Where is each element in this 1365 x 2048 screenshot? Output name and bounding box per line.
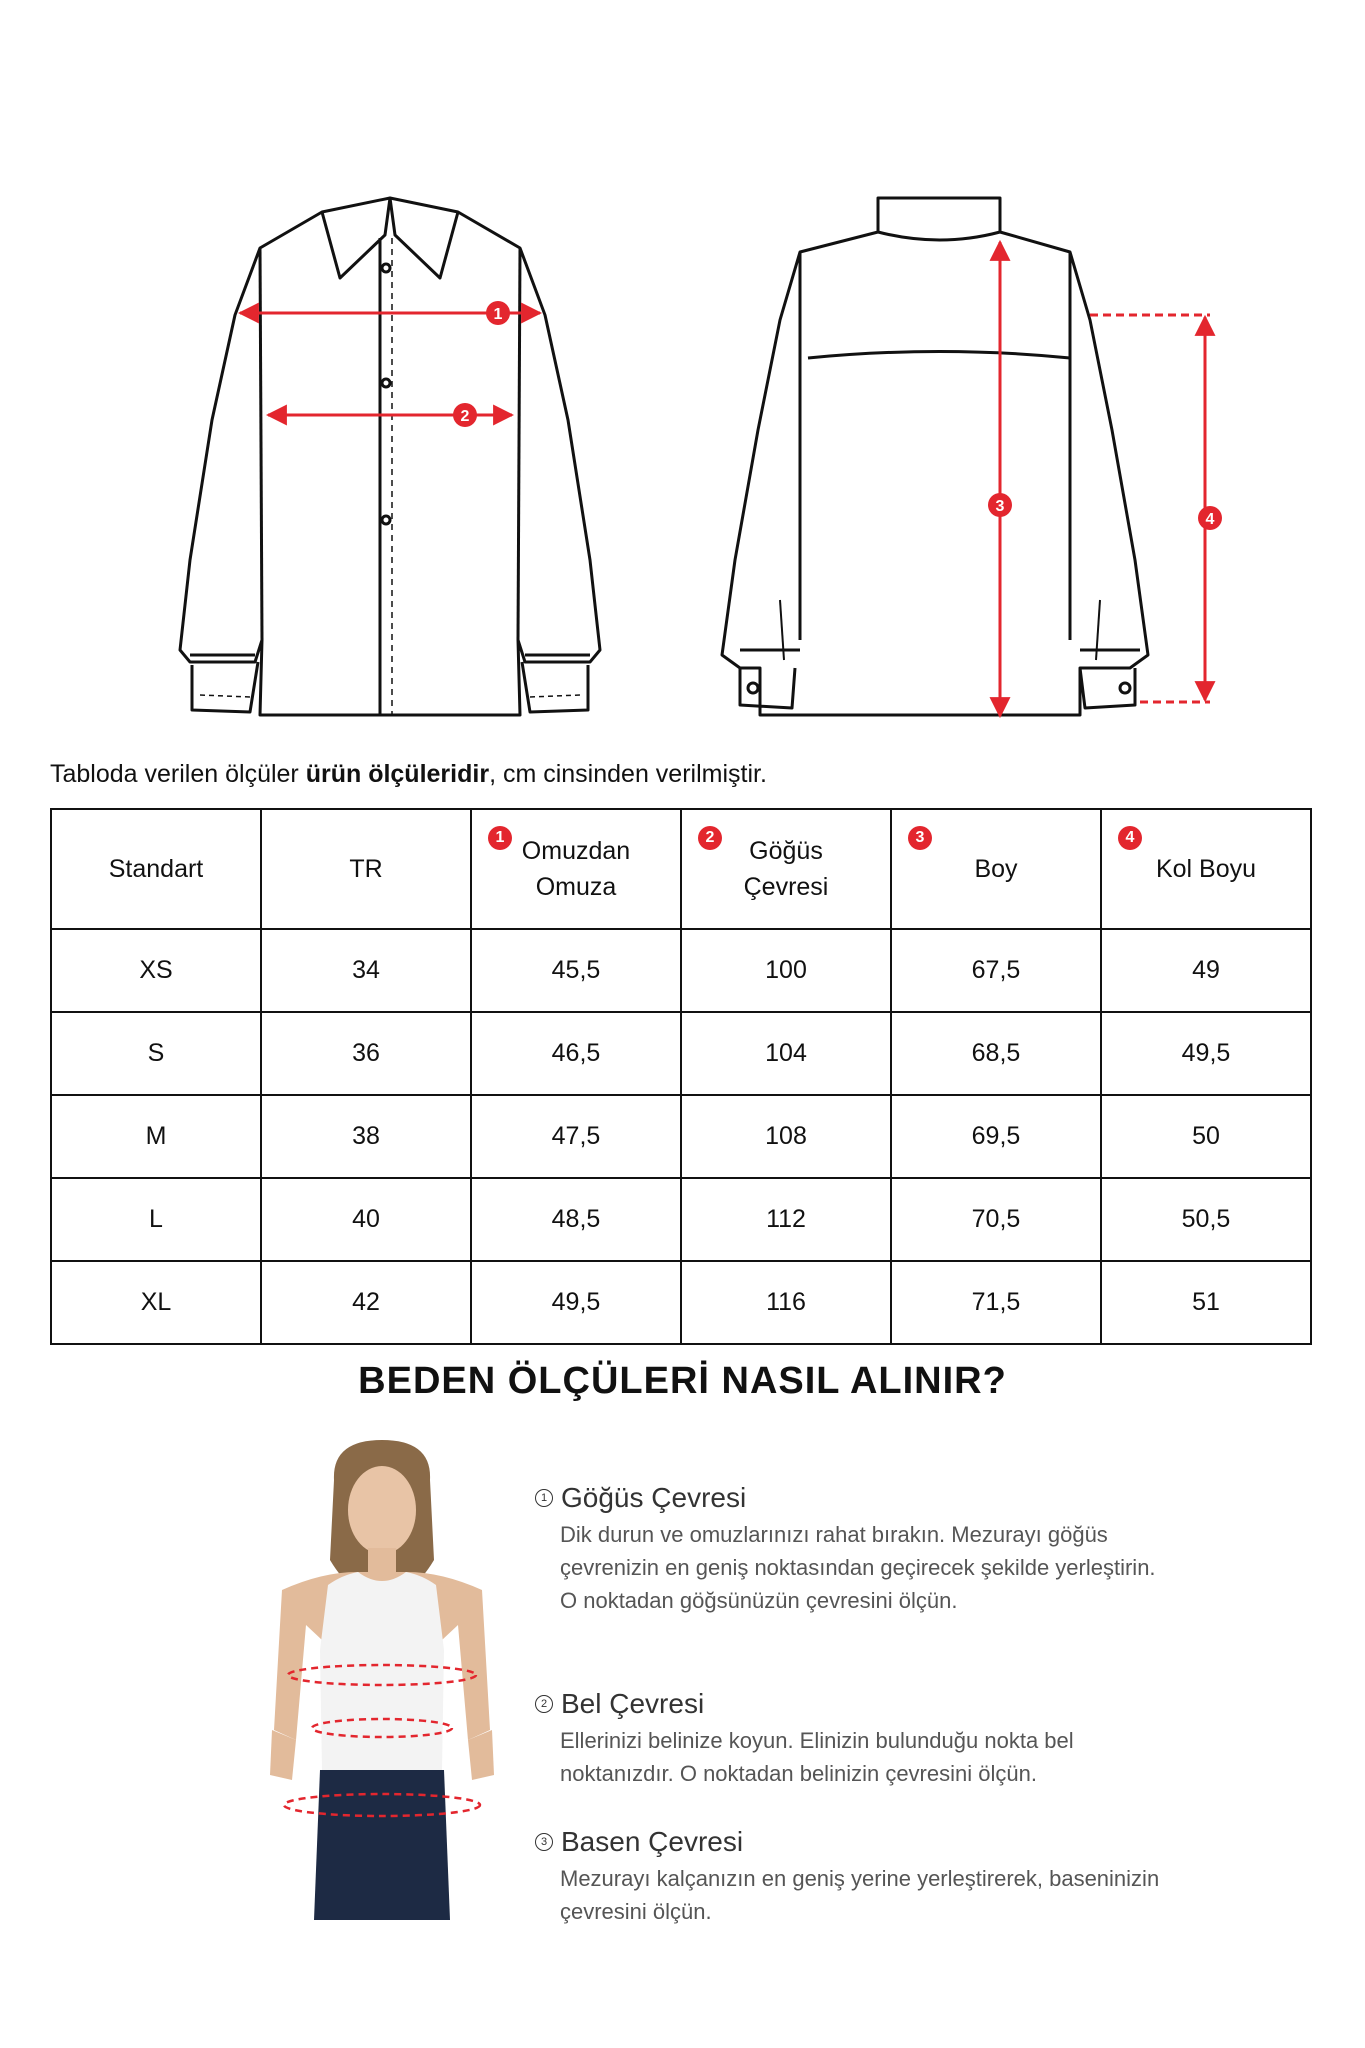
table-cell: 34	[261, 929, 471, 1012]
table-cell: 38	[261, 1095, 471, 1178]
measurement-note	[50, 760, 767, 789]
back-marker-3: 3	[995, 498, 1005, 515]
header-omuzdan-omuza: 1 Omuzdan Omuza	[471, 809, 681, 929]
table-cell: 46,5	[471, 1012, 681, 1095]
garment-sketches	[0, 0, 1365, 740]
table-cell: L	[51, 1178, 261, 1261]
table-cell: 36	[261, 1012, 471, 1095]
table-cell: 112	[681, 1178, 891, 1261]
table-cell: XL	[51, 1261, 261, 1344]
table-cell: XS	[51, 929, 261, 1012]
table-row	[51, 1012, 1311, 1095]
header-tr: TR	[261, 809, 471, 929]
table-cell: 47,5	[471, 1095, 681, 1178]
table-cell: 69,5	[891, 1095, 1101, 1178]
instruction-text: Ellerinizi belinize koyun. Elinizin bulunduğu nokta bel noktanızdır. O noktadan belinizin çevresini ölçün.	[560, 1728, 1074, 1786]
table-cell: 49	[1101, 929, 1311, 1012]
note-suffix: , cm cinsinden verilmiştir.	[489, 760, 767, 788]
instruction-bel	[535, 1688, 1175, 1790]
table-cell: 49,5	[471, 1261, 681, 1344]
instruction-title: Basen Çevresi	[561, 1826, 744, 1857]
instruction-gogus	[535, 1482, 1175, 1617]
table-cell: 104	[681, 1012, 891, 1095]
instruction-text: Mezurayı kalçanızın en geniş yerine yerleştirerek, baseninizin çevresini ölçün.	[560, 1866, 1160, 1924]
table-cell: 50	[1101, 1095, 1311, 1178]
table-cell: 45,5	[471, 929, 681, 1012]
size-table	[50, 808, 1312, 1345]
table-cell: 48,5	[471, 1178, 681, 1261]
table-row	[51, 1178, 1311, 1261]
table-cell: S	[51, 1012, 261, 1095]
instruction-basen	[535, 1826, 1175, 1928]
front-shirt-sketch	[180, 198, 600, 715]
table-cell: 71,5	[891, 1261, 1101, 1344]
table-cell: 50,5	[1101, 1178, 1311, 1261]
header-badge: 2	[698, 826, 722, 850]
guide-title: BEDEN ÖLÇÜLERİ NASIL ALINIR?	[358, 1360, 1007, 1402]
header-boy: 3 Boy	[891, 809, 1101, 929]
table-cell: 108	[681, 1095, 891, 1178]
table-cell: M	[51, 1095, 261, 1178]
instruction-number: 2	[535, 1695, 553, 1713]
model-illustration	[262, 1440, 502, 1920]
header-badge: 4	[1118, 826, 1142, 850]
table-row	[51, 1261, 1311, 1344]
table-cell: 67,5	[891, 929, 1101, 1012]
header-kol-boyu: 4 Kol Boyu	[1101, 809, 1311, 929]
table-cell: 116	[681, 1261, 891, 1344]
table-cell: 68,5	[891, 1012, 1101, 1095]
back-shirt-sketch	[722, 198, 1148, 715]
instruction-text: Dik durun ve omuzlarınızı rahat bırakın. Mezurayı göğüs çevrenizin en geniş noktasından geçirecek şekilde yerleştirin. O noktadan göğsünüzün çevresini ölçün.	[560, 1522, 1156, 1613]
table-cell: 51	[1101, 1261, 1311, 1344]
table-row	[51, 929, 1311, 1012]
header-badge: 1	[488, 826, 512, 850]
header-standart: Standart	[51, 809, 261, 929]
front-marker-2: 2	[460, 408, 470, 425]
note-bold: ürün ölçüleridir	[305, 760, 490, 788]
table-cell: 40	[261, 1178, 471, 1261]
instruction-title: Göğüs Çevresi	[561, 1482, 747, 1513]
note-prefix: Tabloda verilen ölçüler	[50, 760, 306, 788]
table-cell: 42	[261, 1261, 471, 1344]
instruction-number: 3	[535, 1833, 553, 1851]
instruction-title: Bel Çevresi	[561, 1688, 705, 1719]
table-header-row	[51, 809, 1311, 929]
instruction-number: 1	[535, 1489, 553, 1507]
table-cell: 100	[681, 929, 891, 1012]
header-gogus-cevresi: 2 Göğüs Çevresi	[681, 809, 891, 929]
table-cell: 49,5	[1101, 1012, 1311, 1095]
header-badge: 3	[908, 826, 932, 850]
back-marker-4: 4	[1205, 511, 1215, 528]
table-row	[51, 1095, 1311, 1178]
front-marker-1: 1	[493, 306, 503, 323]
table-cell: 70,5	[891, 1178, 1101, 1261]
